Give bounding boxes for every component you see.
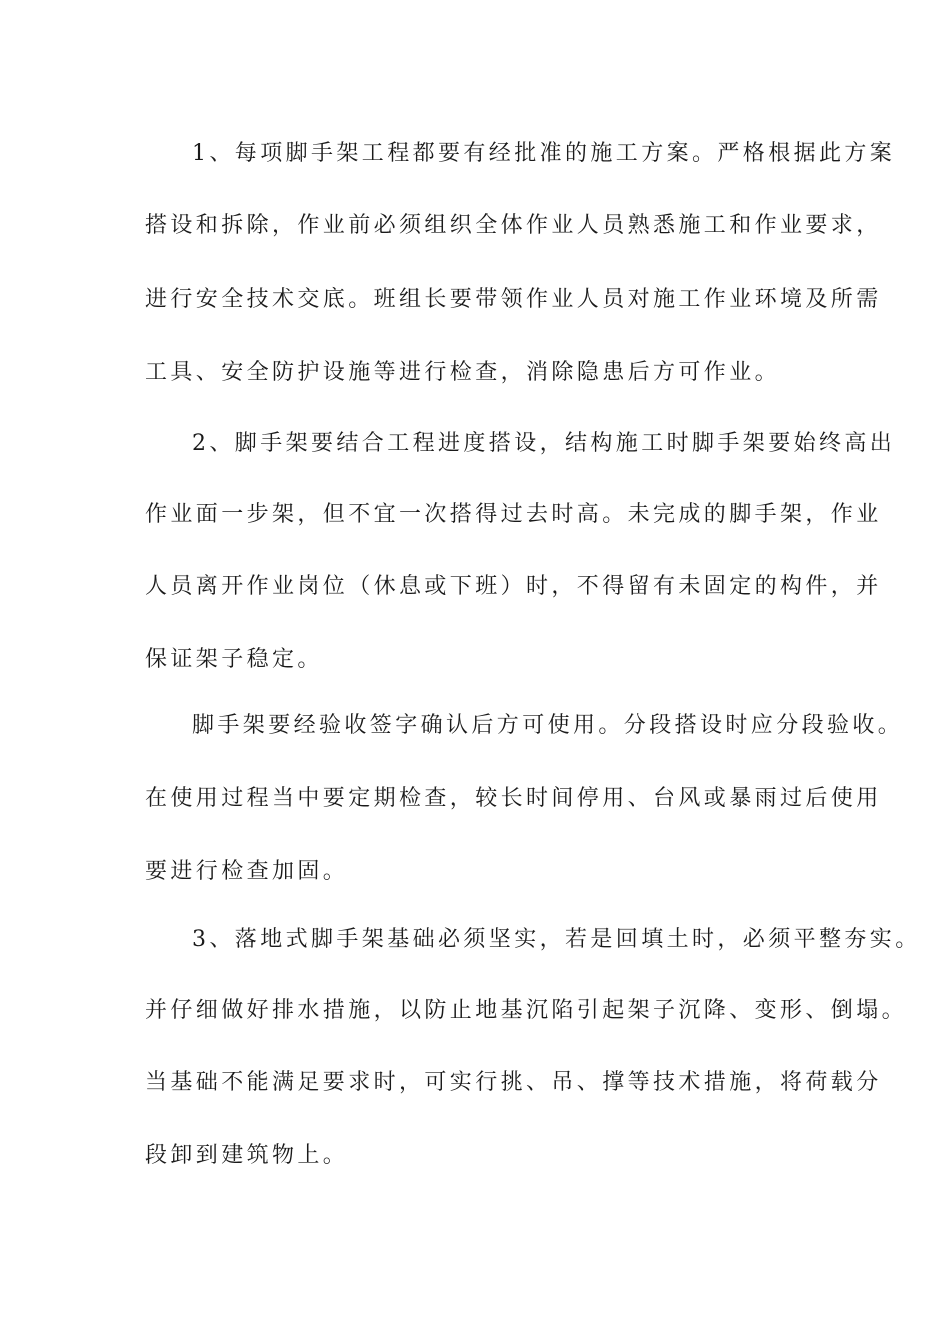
paragraph-1-line-2: 搭设和拆除，作业前必须组织全体作业人员熟悉施工和作业要求，: [145, 213, 882, 238]
paragraph-4-line-4: 段卸到建筑物上。: [145, 1143, 349, 1168]
paragraph-3-line-3: 要进行检查加固。: [145, 859, 349, 884]
paragraph-3-line-1: 脚手架要经验收签字确认后方可使用。分段搭设时应分段验收。: [192, 713, 904, 738]
paragraph-2-line-4: 保证架子稳定。: [145, 647, 323, 672]
paragraph-3-line-2: 在使用过程当中要定期检查，较长时间停用、台风或暴雨过后使用: [145, 786, 882, 811]
paragraph-2-line-1: 2、脚手架要结合工程进度搭设，结构施工时脚手架要始终高出: [192, 431, 896, 456]
paragraph-1-line-4: 工具、安全防护设施等进行检查，消除隐患后方可作业。: [145, 360, 781, 385]
paragraph-2-line-2: 作业面一步架，但不宜一次搭得过去时高。未完成的脚手架，作业: [145, 502, 882, 527]
paragraph-1-line-1: 1、每项脚手架工程都要有经批准的施工方案。严格根据此方案: [192, 141, 896, 166]
paragraph-4-line-2: 并仔细做好排水措施，以防止地基沉陷引起架子沉降、变形、倒塌。: [145, 998, 908, 1023]
paragraph-1-line-3: 进行安全技术交底。班组长要带领作业人员对施工作业环境及所需: [145, 287, 882, 312]
paragraph-2-line-3: 人员离开作业岗位（休息或下班）时，不得留有未固定的构件，并: [145, 574, 882, 599]
paragraph-4-line-1: 3、落地式脚手架基础必须坚实，若是回填土时，必须平整夯实。: [192, 927, 921, 952]
paragraph-4-line-3: 当基础不能满足要求时，可实行挑、吊、撑等技术措施，将荷载分: [145, 1070, 882, 1095]
